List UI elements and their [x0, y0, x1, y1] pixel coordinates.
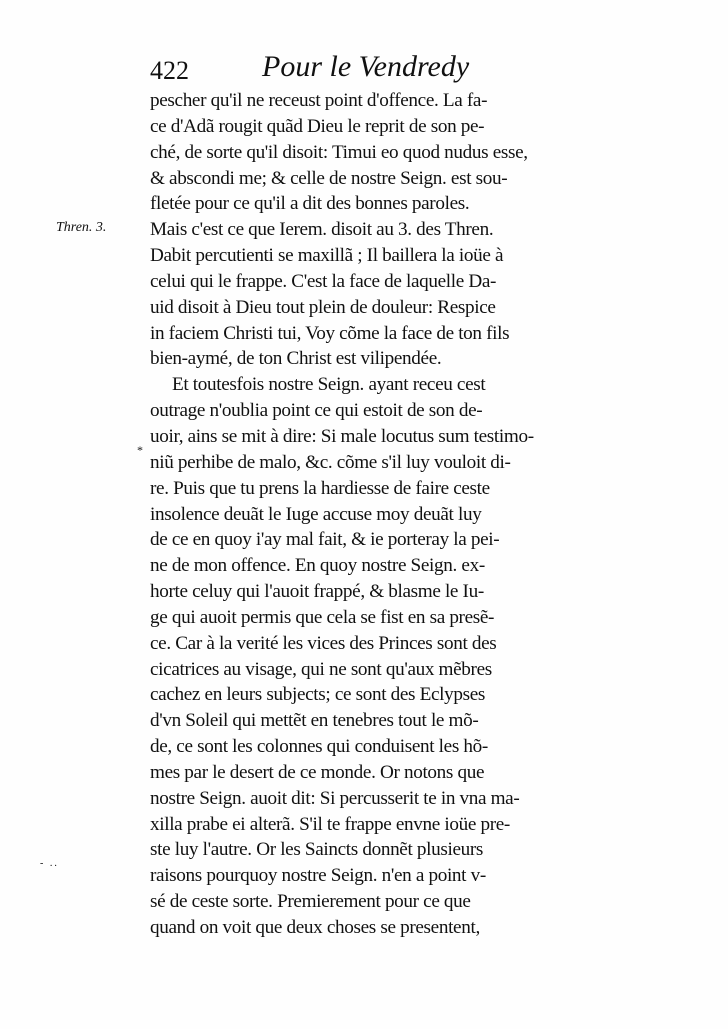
text-line: uoir, ains se mit à dire: Si male locutus sum testimo-	[150, 425, 534, 447]
text-line: uid disoit à Dieu tout plein de douleur: Respice	[150, 296, 496, 318]
text-line: horte celuy qui l'auoit frappé, & blasme le Iu-	[150, 581, 484, 603]
page-header	[150, 48, 570, 88]
text-line: re. Puis que tu prens la hardiesse de faire ceste	[150, 477, 490, 499]
body-text	[150, 88, 578, 941]
text-line: & abscondi me; & celle de nostre Seign. est sou-	[150, 167, 508, 189]
text-line: Et toutesfois nostre Seign. ayant receu cest	[172, 374, 486, 396]
text-line: sé de ceste sorte. Premierement pour ce que	[150, 891, 471, 913]
text-line: Dabit percutienti se maxillã ; Il baillera la ioüe à	[150, 245, 504, 267]
text-line: de, ce sont les colonnes qui conduisent les hõ-	[150, 736, 488, 758]
text-line: celui qui le frappe. C'est la face de laquelle Da-	[150, 270, 497, 292]
text-line: de ce en quoy i'ay mal fait, & ie porteray la pei-	[150, 529, 500, 551]
page-number: 422	[150, 56, 189, 85]
running-title: Pour le Vendredy	[262, 50, 470, 83]
margin-mark-lower: - ..	[40, 858, 59, 869]
margin-note-threnes: Thren. 3.	[56, 220, 107, 235]
text-line: d'vn Soleil qui mettẽt en tenebres tout le mõ-	[150, 710, 479, 732]
text-line: xilla prabe ei alterã. S'il te frappe envne ioüe pre-	[150, 813, 510, 835]
text-line: ché, de sorte qu'il disoit: Timui eo quod nudus esse,	[150, 141, 528, 163]
margin-mark: *	[137, 443, 143, 457]
text-line: ste luy l'autre. Or les Saincts donnẽt plusieurs	[150, 839, 484, 861]
text-line: pescher qu'il ne receust point d'offence. La fa-	[150, 90, 488, 111]
text-line: mes par le desert de ce monde. Or notons que	[150, 761, 485, 783]
text-line: ge qui auoit permis que cela se fist en sa presẽ-	[150, 606, 495, 628]
text-line: niũ perhibe de malo, &c. cõme s'il luy vouloit di-	[150, 451, 511, 473]
text-line: ce. Car à la verité les vices des Princes sont des	[150, 632, 497, 654]
text-line: cicatrices au visage, qui ne sont qu'aux mẽbres	[150, 658, 492, 680]
text-line: raisons pourquoy nostre Seign. n'en a point v-	[150, 865, 486, 887]
text-line: insolence deuãt le Iuge accuse moy deuãt luy	[150, 503, 482, 525]
text-line: quand on voit que deux choses se presentent,	[150, 917, 480, 938]
text-line: bien-aymé, de ton Christ est vilipendée.	[150, 348, 442, 370]
text-line: outrage n'oublia point ce qui estoit de son de-	[150, 400, 483, 422]
text-line: fletée pour ce qu'il a dit des bonnes paroles.	[150, 193, 470, 215]
text-line: nostre Seign. auoit dit: Si percusserit te in vna ma-	[150, 787, 520, 809]
text-line: ne de mon offence. En quoy nostre Seign. ex-	[150, 555, 485, 577]
text-line: Mais c'est ce que Ierem. disoit au 3. des Thren.	[150, 219, 494, 241]
text-line: cachez en leurs subjects; ce sont des Eclypses	[150, 684, 486, 706]
text-line: ce d'Adã rougit quãd Dieu le reprit de son pe-	[150, 115, 485, 137]
text-line: in faciem Christi tui, Voy cõme la face de ton fils	[150, 322, 510, 344]
